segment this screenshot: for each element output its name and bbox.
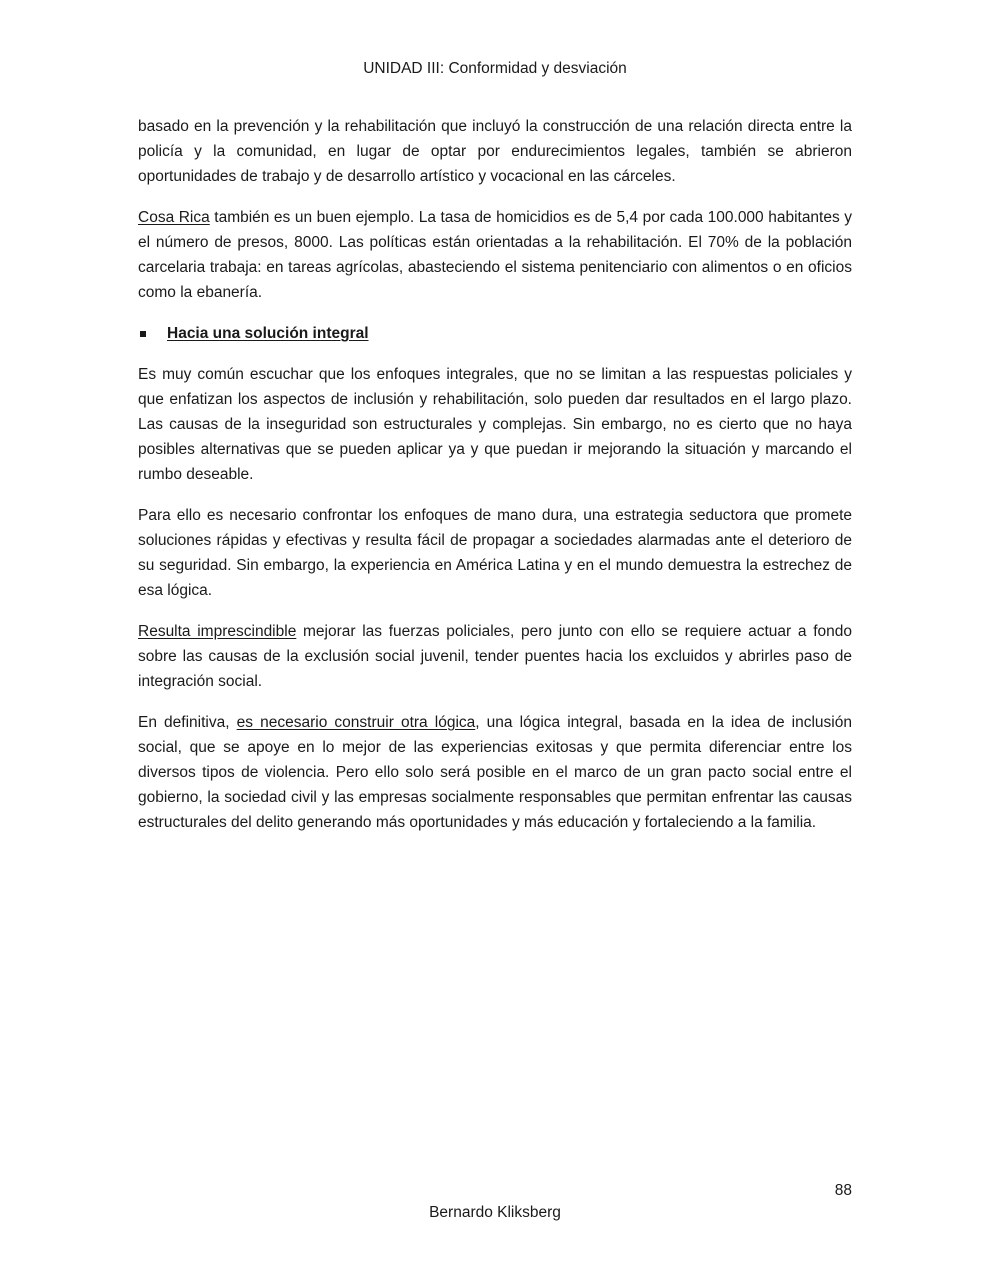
paragraph-costa-rica: [138, 205, 852, 305]
paragraph-police-forces: [138, 619, 852, 694]
section-title: Hacia una solución integral: [167, 325, 369, 342]
paragraph-prevention: basado en la prevención y la rehabilitación que incluyó la construcción de una relación directa entre la policía y la comunidad, en lugar de optar por endurecimientos legales, también se abrieron oportunidades de trabajo y de desarrollo artístico y vocacional en las cárceles.: [138, 118, 852, 185]
section-heading: [138, 321, 852, 346]
document-body: [138, 114, 852, 851]
paragraph-conclusion-text: , una lógica integral, basada en la idea de inclusión social, que se apoye en lo mejor de las experiencias exitosas y que permita diferenciar entre los diversos tipos de violencia. Pero ello solo será posible en el marco de un gran pacto social entre el gobierno, la sociedad civil y las empresas socialmente responsables que permitan enfrentar las causas estructurales del delito generando más oportunidades y más educación y fortaleciendo a la familia.: [138, 714, 852, 831]
paragraph-integral-approaches: Es muy común escuchar que los enfoques integrales, que no se limitan a las respuestas policiales y que enfatizan los aspectos de inclusión y rehabilitación, solo pueden dar resultados en el largo plazo. Las causas de la inseguridad son estructurales y complejas. Sin embargo, no es cierto que no haya posibles alternativas que se pueden aplicar ya y que puedan ir mejorando la situación y marcando el rumbo deseable.: [138, 366, 852, 483]
paragraph-conclusion-start: En definitiva,: [138, 714, 237, 731]
page-number: 88: [834, 1182, 852, 1199]
paragraph-police-forces-text: mejorar las fuerzas policiales, pero junto con ello se requiere actuar a fondo sobre las causas de la exclusión social juvenil, tender puentes hacia los excluidos y abrirles paso de integración social.: [138, 623, 852, 690]
paragraph-mano-dura: Para ello es necesario confrontar los enfoques de mano dura, una estrategia seductora que promete soluciones rápidas y efectivas y resulta fácil de propagar a sociedades alarmadas ante el deterioro de su seguridad. Sin embargo, la experiencia en América Latina y en el mundo demuestra la estrechez de esa lógica.: [138, 507, 852, 599]
page-header: UNIDAD III: Conformidad y desviación: [363, 60, 627, 77]
paragraph-conclusion: [138, 710, 852, 835]
page-footer-author: Bernardo Kliksberg: [429, 1204, 561, 1221]
square-bullet-icon: [140, 331, 146, 337]
paragraph-costa-rica-text: también es un buen ejemplo. La tasa de homicidios es de 5,4 por cada 100.000 habitantes y el número de presos, 8000. Las políticas están orientadas a la rehabilitación. El 70% de la población carcelaria trabaja: en tareas agrícolas, abasteciendo el sistema penitenciario con alimentos o en oficios como la ebanería.: [138, 209, 853, 301]
underlined-otra-logica: es necesario construir otra lógica: [236, 714, 476, 731]
underlined-imprescindible: Resulta imprescindible: [138, 623, 297, 640]
underlined-costa-rica: Cosa Rica: [138, 209, 210, 226]
